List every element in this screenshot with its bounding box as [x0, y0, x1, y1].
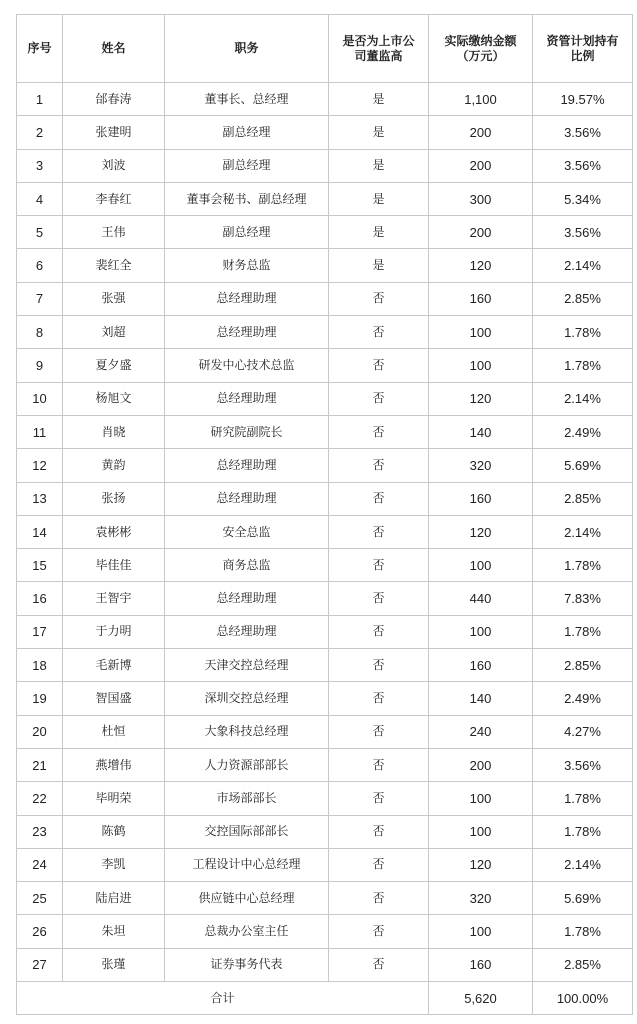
cell-title: 研究院副院长 [165, 415, 329, 448]
cell-name: 陆启进 [63, 882, 165, 915]
cell-seq: 4 [17, 182, 63, 215]
cell-seq: 17 [17, 615, 63, 648]
table-row [17, 615, 633, 648]
cell-director: 是 [329, 216, 429, 249]
cell-director: 否 [329, 915, 429, 948]
cell-amount: 120 [429, 515, 533, 548]
cell-title: 总经理助理 [165, 615, 329, 648]
total-ratio: 100.00% [533, 982, 633, 1015]
cell-title: 副总经理 [165, 116, 329, 149]
cell-director: 是 [329, 182, 429, 215]
table-row [17, 549, 633, 582]
cell-director: 否 [329, 549, 429, 582]
table-row [17, 682, 633, 715]
cell-amount: 120 [429, 382, 533, 415]
table-row [17, 182, 633, 215]
cell-director: 是 [329, 83, 429, 116]
cell-director: 否 [329, 582, 429, 615]
cell-amount: 100 [429, 349, 533, 382]
cell-ratio: 2.14% [533, 848, 633, 881]
cell-seq: 26 [17, 915, 63, 948]
table-row [17, 782, 633, 815]
cell-name: 朱坦 [63, 915, 165, 948]
cell-seq: 27 [17, 948, 63, 981]
cell-director: 是 [329, 249, 429, 282]
table-row [17, 382, 633, 415]
cell-name: 燕增伟 [63, 748, 165, 781]
cell-seq: 22 [17, 782, 63, 815]
cell-ratio: 2.14% [533, 382, 633, 415]
header-ratio-line2: 比例 [570, 48, 595, 63]
cell-title: 交控国际部部长 [165, 815, 329, 848]
cell-amount: 160 [429, 482, 533, 515]
cell-ratio: 2.49% [533, 415, 633, 448]
header-amount-line2: （万元） [456, 48, 505, 63]
cell-amount: 160 [429, 282, 533, 315]
cell-name: 袁彬彬 [63, 515, 165, 548]
cell-ratio: 1.78% [533, 915, 633, 948]
cell-name: 黄韵 [63, 449, 165, 482]
cell-name: 杜恒 [63, 715, 165, 748]
table-row [17, 582, 633, 615]
cell-amount: 320 [429, 882, 533, 915]
cell-director: 否 [329, 882, 429, 915]
cell-name: 刘超 [63, 316, 165, 349]
cell-director: 否 [329, 848, 429, 881]
cell-director: 否 [329, 316, 429, 349]
cell-name: 邰春涛 [63, 83, 165, 116]
header-is-director-line1: 是否为上市公 [342, 33, 415, 48]
cell-amount: 120 [429, 848, 533, 881]
header-seq: 序号 [17, 15, 63, 83]
table-row [17, 249, 633, 282]
cell-name: 裴红全 [63, 249, 165, 282]
cell-title: 安全总监 [165, 515, 329, 548]
cell-director: 否 [329, 748, 429, 781]
cell-name: 刘波 [63, 149, 165, 182]
cell-ratio: 5.69% [533, 882, 633, 915]
cell-ratio: 1.78% [533, 815, 633, 848]
cell-amount: 100 [429, 815, 533, 848]
cell-ratio: 1.78% [533, 349, 633, 382]
cell-title: 副总经理 [165, 216, 329, 249]
table-row [17, 282, 633, 315]
header-amount-line1: 实际缴纳金额 [444, 33, 517, 48]
table-row [17, 515, 633, 548]
participants-table [16, 14, 633, 1015]
cell-seq: 15 [17, 549, 63, 582]
cell-ratio: 1.78% [533, 549, 633, 582]
cell-amount: 120 [429, 249, 533, 282]
cell-ratio: 3.56% [533, 748, 633, 781]
cell-title: 人力资源部部长 [165, 748, 329, 781]
cell-title: 深圳交控总经理 [165, 682, 329, 715]
cell-director: 否 [329, 682, 429, 715]
cell-director: 否 [329, 782, 429, 815]
table-row [17, 216, 633, 249]
cell-amount: 140 [429, 415, 533, 448]
table-row [17, 116, 633, 149]
cell-amount: 320 [429, 449, 533, 482]
cell-seq: 20 [17, 715, 63, 748]
cell-director: 否 [329, 615, 429, 648]
header-ratio-line1: 资管计划持有 [546, 33, 619, 48]
cell-director: 否 [329, 415, 429, 448]
cell-director: 否 [329, 515, 429, 548]
cell-name: 张建明 [63, 116, 165, 149]
cell-director: 否 [329, 482, 429, 515]
cell-ratio: 1.78% [533, 615, 633, 648]
cell-ratio: 2.85% [533, 482, 633, 515]
cell-seq: 6 [17, 249, 63, 282]
cell-seq: 10 [17, 382, 63, 415]
cell-ratio: 3.56% [533, 216, 633, 249]
cell-name: 李春红 [63, 182, 165, 215]
cell-amount: 100 [429, 549, 533, 582]
table-row [17, 649, 633, 682]
cell-ratio: 2.85% [533, 948, 633, 981]
table-row [17, 915, 633, 948]
table-container [16, 14, 632, 1015]
cell-title: 董事长、总经理 [165, 83, 329, 116]
cell-ratio: 4.27% [533, 715, 633, 748]
header-ratio [533, 15, 633, 83]
cell-seq: 16 [17, 582, 63, 615]
cell-seq: 8 [17, 316, 63, 349]
cell-seq: 14 [17, 515, 63, 548]
cell-amount: 160 [429, 649, 533, 682]
cell-name: 肖晓 [63, 415, 165, 448]
table-body [17, 83, 633, 982]
cell-ratio: 3.56% [533, 116, 633, 149]
cell-name: 李凯 [63, 848, 165, 881]
cell-director: 否 [329, 649, 429, 682]
cell-director: 否 [329, 948, 429, 981]
cell-name: 夏夕盛 [63, 349, 165, 382]
table-row [17, 149, 633, 182]
cell-ratio: 2.85% [533, 649, 633, 682]
header-title: 职务 [165, 15, 329, 83]
cell-seq: 1 [17, 83, 63, 116]
cell-ratio: 19.57% [533, 83, 633, 116]
cell-seq: 24 [17, 848, 63, 881]
cell-title: 副总经理 [165, 149, 329, 182]
cell-title: 财务总监 [165, 249, 329, 282]
cell-title: 证券事务代表 [165, 948, 329, 981]
total-row [17, 982, 633, 1015]
cell-name: 张强 [63, 282, 165, 315]
cell-ratio: 3.56% [533, 149, 633, 182]
header-name: 姓名 [63, 15, 165, 83]
cell-amount: 140 [429, 682, 533, 715]
cell-ratio: 1.78% [533, 316, 633, 349]
table-row [17, 83, 633, 116]
cell-name: 陈鹤 [63, 815, 165, 848]
cell-amount: 100 [429, 615, 533, 648]
table-row [17, 482, 633, 515]
cell-amount: 240 [429, 715, 533, 748]
cell-director: 否 [329, 815, 429, 848]
cell-name: 王智宇 [63, 582, 165, 615]
cell-seq: 11 [17, 415, 63, 448]
cell-title: 研发中心技术总监 [165, 349, 329, 382]
cell-title: 总经理助理 [165, 382, 329, 415]
cell-name: 毕明荣 [63, 782, 165, 815]
cell-director: 是 [329, 149, 429, 182]
cell-seq: 21 [17, 748, 63, 781]
cell-name: 张瑾 [63, 948, 165, 981]
table-row [17, 316, 633, 349]
cell-amount: 200 [429, 216, 533, 249]
table-row [17, 882, 633, 915]
cell-seq: 12 [17, 449, 63, 482]
cell-name: 杨旭文 [63, 382, 165, 415]
cell-ratio: 2.14% [533, 249, 633, 282]
table-row [17, 449, 633, 482]
cell-ratio: 5.34% [533, 182, 633, 215]
header-is-director [329, 15, 429, 83]
header-amount [429, 15, 533, 83]
cell-director: 是 [329, 116, 429, 149]
cell-amount: 300 [429, 182, 533, 215]
cell-amount: 160 [429, 948, 533, 981]
cell-name: 智国盛 [63, 682, 165, 715]
cell-amount: 100 [429, 915, 533, 948]
cell-ratio: 2.14% [533, 515, 633, 548]
table-row [17, 948, 633, 981]
cell-title: 董事会秘书、副总经理 [165, 182, 329, 215]
cell-seq: 19 [17, 682, 63, 715]
cell-title: 总经理助理 [165, 449, 329, 482]
cell-ratio: 2.85% [533, 282, 633, 315]
cell-amount: 100 [429, 782, 533, 815]
table-row [17, 415, 633, 448]
header-is-director-line2: 司董监高 [354, 48, 403, 63]
cell-amount: 200 [429, 149, 533, 182]
cell-amount: 200 [429, 116, 533, 149]
cell-name: 于力明 [63, 615, 165, 648]
cell-seq: 9 [17, 349, 63, 382]
cell-ratio: 5.69% [533, 449, 633, 482]
cell-amount: 200 [429, 748, 533, 781]
cell-name: 毕佳佳 [63, 549, 165, 582]
cell-director: 否 [329, 715, 429, 748]
cell-title: 市场部部长 [165, 782, 329, 815]
cell-title: 总经理助理 [165, 282, 329, 315]
cell-seq: 25 [17, 882, 63, 915]
table-row [17, 748, 633, 781]
table-row [17, 848, 633, 881]
cell-seq: 5 [17, 216, 63, 249]
cell-name: 王伟 [63, 216, 165, 249]
cell-seq: 7 [17, 282, 63, 315]
cell-director: 否 [329, 382, 429, 415]
total-amount: 5,620 [429, 982, 533, 1015]
cell-title: 大象科技总经理 [165, 715, 329, 748]
cell-director: 否 [329, 349, 429, 382]
cell-title: 供应链中心总经理 [165, 882, 329, 915]
cell-amount: 1,100 [429, 83, 533, 116]
cell-director: 否 [329, 449, 429, 482]
table-row [17, 715, 633, 748]
cell-title: 工程设计中心总经理 [165, 848, 329, 881]
cell-ratio: 2.49% [533, 682, 633, 715]
cell-ratio: 7.83% [533, 582, 633, 615]
cell-name: 毛新博 [63, 649, 165, 682]
cell-title: 总经理助理 [165, 316, 329, 349]
header-row [17, 15, 633, 83]
cell-amount: 440 [429, 582, 533, 615]
total-label: 合计 [17, 982, 429, 1015]
cell-amount: 100 [429, 316, 533, 349]
cell-ratio: 1.78% [533, 782, 633, 815]
cell-title: 总裁办公室主任 [165, 915, 329, 948]
cell-name: 张扬 [63, 482, 165, 515]
cell-title: 总经理助理 [165, 482, 329, 515]
cell-seq: 13 [17, 482, 63, 515]
table-row [17, 349, 633, 382]
cell-title: 天津交控总经理 [165, 649, 329, 682]
cell-seq: 18 [17, 649, 63, 682]
cell-title: 总经理助理 [165, 582, 329, 615]
cell-director: 否 [329, 282, 429, 315]
cell-title: 商务总监 [165, 549, 329, 582]
cell-seq: 23 [17, 815, 63, 848]
cell-seq: 2 [17, 116, 63, 149]
cell-seq: 3 [17, 149, 63, 182]
table-row [17, 815, 633, 848]
